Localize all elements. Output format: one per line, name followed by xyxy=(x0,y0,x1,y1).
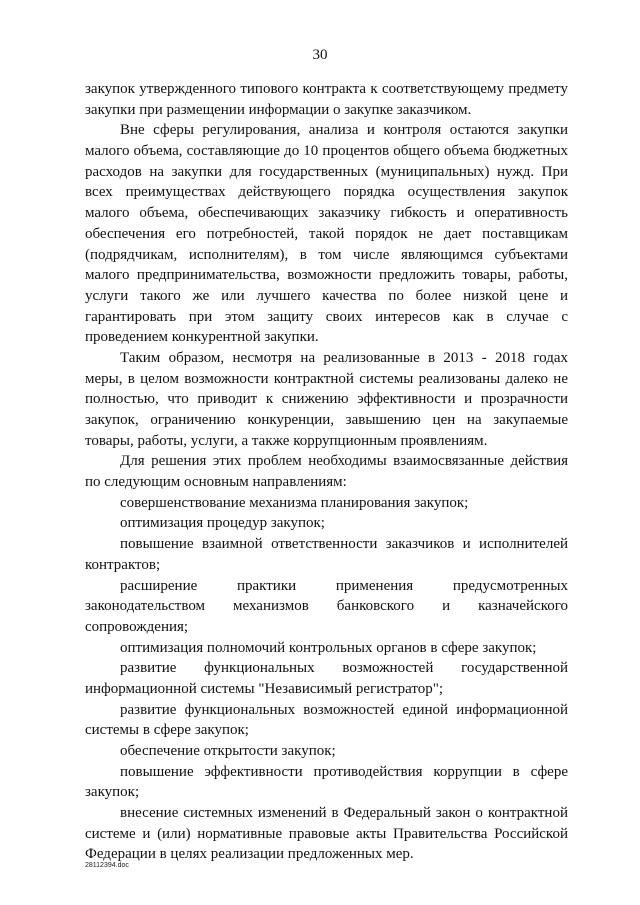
text-line: малого объема, обеспечивающих заказчику гибкость и оперативность xyxy=(85,205,568,222)
text-line: системе и (или) нормативные правовые акты Правительства Российской xyxy=(85,825,568,842)
text-line: закупок; xyxy=(85,784,140,801)
text-line: (подрядчикам, исполнителям), в том числе являющимся субъектами xyxy=(85,246,568,263)
text-line: расширение практики применения предусмотренных xyxy=(120,577,568,594)
text-line: сопровождения; xyxy=(85,618,189,635)
text-line: развитие функциональных возможностей единой информационной xyxy=(120,701,568,718)
text-line: законодательством механизмов банковского и казначейского xyxy=(85,598,568,615)
text-line: закупок утвержденного типового контракта к соответствующему предмету xyxy=(85,81,568,97)
text-line: по следующим основным направлениям: xyxy=(85,474,347,491)
text-line: Для решения этих проблем необходимы взаимосвязанные действия xyxy=(120,453,568,470)
text-line: совершенствование механизма планирования закупок; xyxy=(120,494,469,511)
text-line: товары, работы, услуги, а также коррупционным проявлениям. xyxy=(85,432,488,449)
text-line: меры, в целом возможности контрактной системы реализованы далеко не xyxy=(85,370,568,387)
text-line: повышение взаимной ответственности заказчиков и исполнителей xyxy=(120,536,568,553)
page-number: 30 xyxy=(312,47,328,63)
text-line: контрактов; xyxy=(85,556,161,573)
text-line: проведением конкурентной закупки. xyxy=(85,329,319,346)
text-line: услуги такого же или лучшего качества по более низкой цене и xyxy=(85,287,568,304)
text-line: обеспечения его потребностей, такой порядок не дает поставщикам xyxy=(85,225,568,242)
text-line: закупки при размещении информации о закупке заказчиком. xyxy=(85,101,472,118)
text-line: развитие функциональных возможностей государственной xyxy=(120,660,568,677)
text-line: всех преимуществах действующего порядка осуществления закупок xyxy=(85,184,568,201)
file-name-footer: 28112394.doc xyxy=(85,862,129,869)
text-line: обеспечение открытости закупок; xyxy=(120,743,336,759)
text-line: оптимизация полномочий контрольных органов в сфере закупок; xyxy=(120,639,537,656)
text-line: информационной системы "Независимый регистратор"; xyxy=(85,680,444,697)
text-line: малого предпринимательства, возможности предложить товары, работы, xyxy=(85,267,568,284)
document-body xyxy=(85,79,568,865)
text-line: системы в сфере закупок; xyxy=(85,722,249,739)
text-line: расходов на закупки для государственных (муниципальных) нужд. При xyxy=(85,163,568,180)
text-line: Таким образом, несмотря на реализованные в 2013 - 2018 годах xyxy=(120,349,568,366)
text-line: полностью, что приводит к снижению эффективности и прозрачности xyxy=(85,391,568,408)
text-line: Федерации в целях реализации предложенных мер. xyxy=(85,846,414,863)
text-line: закупок, ограничению конкуренции, завышению цен на закупаемые xyxy=(85,412,568,428)
text-line: малого объема, составляющие до 10 процентов общего объема бюджетных xyxy=(85,143,568,160)
text-line: внесение системных изменений в Федеральный закон о контрактной xyxy=(120,805,568,822)
text-line: оптимизация процедур закупок; xyxy=(120,515,325,532)
text-line: повышение эффективности противодействия коррупции в сфере xyxy=(120,763,568,780)
text-line: Вне сферы регулирования, анализа и контроля остаются закупки xyxy=(120,122,568,139)
text-line: гарантировать при этом защиту своих интересов как в случае с xyxy=(85,308,568,325)
